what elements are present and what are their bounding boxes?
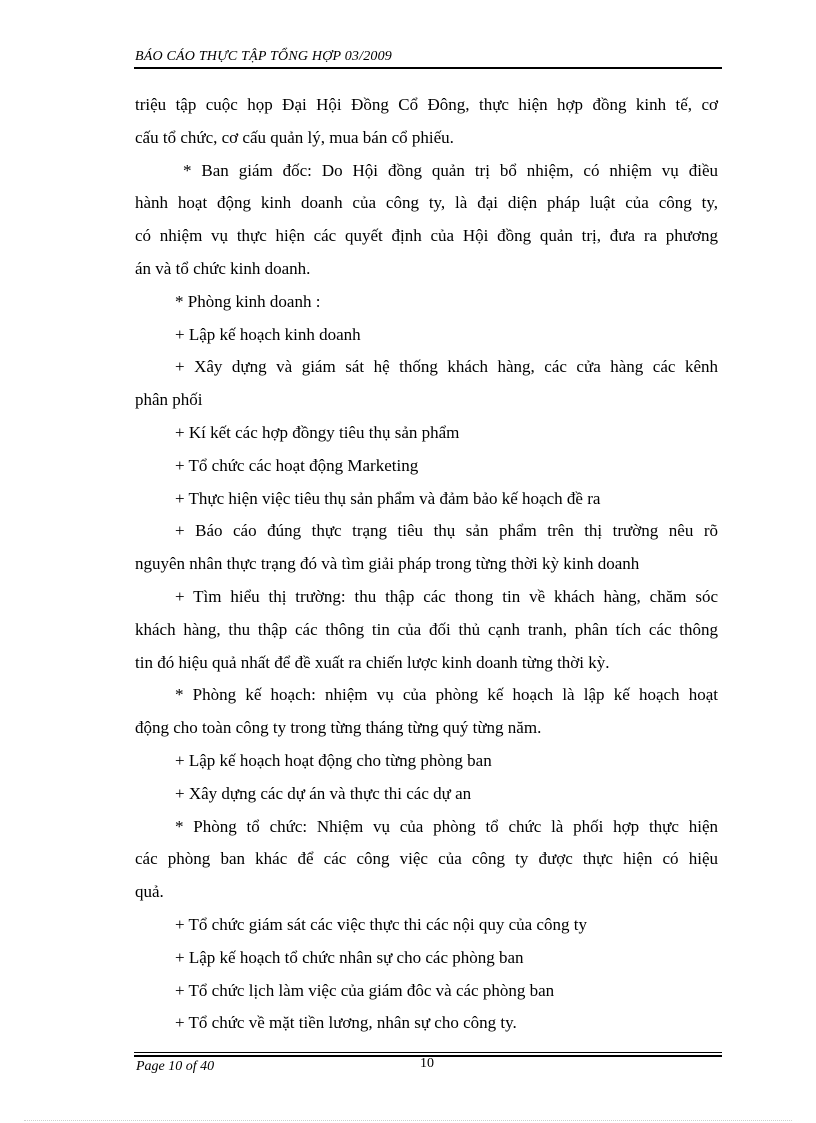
header-rule	[134, 67, 722, 69]
text-line: + Tổ chức các hoạt động Marketing	[175, 455, 419, 475]
text-line: * Ban giám đốc: Do Hội đồng quản trị bổ nhiệm, có nhiệm vụ điều	[183, 160, 718, 180]
text-line: + Tổ chức về mặt tiền lương, nhân sự cho công ty.	[175, 1013, 517, 1033]
text-line: + Lập kế hoạch kinh doanh	[175, 324, 361, 344]
running-header: BÁO CÁO THỰC TẬP TỔNG HỢP 03/2009	[135, 49, 392, 64]
footer-rule	[134, 1052, 722, 1053]
text-line: có nhiệm vụ thực hiện các quyết định của Hội đồng quản trị, đưa ra phương	[135, 226, 718, 246]
page-edge-divider	[24, 1120, 792, 1121]
text-line: + Xây dựng các dự án và thực thi các dự an	[175, 783, 472, 803]
text-line: + Báo cáo đúng thực trạng tiêu thụ sản phẩm trên thị trường nêu rõ	[175, 521, 718, 541]
text-line: + Tổ chức lịch làm việc của giám đôc và các phòng ban	[175, 980, 555, 1000]
text-line: quả.	[135, 882, 164, 902]
text-line: * Phòng kế hoạch: nhiệm vụ của phòng kế hoạch là lập kế hoạch hoạt	[175, 685, 718, 705]
text-line: tin đó hiệu quả nhất để đề xuất ra chiến lược kinh doanh từng thời kỳ.	[135, 652, 610, 672]
text-line: + Tổ chức giám sát các việc thực thi các nội quy của công ty	[175, 914, 587, 934]
text-line: các phòng ban khác để các công việc của công ty được thực hiện có hiệu	[135, 849, 718, 869]
text-line: án và tổ chức kinh doanh.	[135, 258, 311, 278]
text-line: nguyên nhân thực trạng đó và tìm giải pháp trong từng thời kỳ kinh doanh	[135, 554, 640, 574]
text-line: + Kí kết các hợp đồngy tiêu thụ sản phẩm	[175, 422, 460, 442]
text-line: + Lập kế hoạch tổ chức nhân sự cho các phòng ban	[175, 947, 524, 967]
text-line: * Phòng kinh doanh :	[175, 291, 321, 311]
footer-page-number: 10	[420, 1056, 434, 1071]
text-line: khách hàng, thu thập các thông tin của đối thủ cạnh tranh, phân tích các thông	[135, 619, 718, 639]
text-line: phân phối	[135, 390, 203, 410]
text-line: động cho toàn công ty trong từng tháng từng quý từng năm.	[135, 718, 542, 738]
text-line: hành hoạt động kinh doanh của công ty, là đại diện pháp luật của công ty,	[135, 193, 718, 213]
text-line: + Xây dựng và giám sát hệ thống khách hàng, các cửa hàng các kênh	[175, 357, 718, 377]
text-line: + Lập kế hoạch hoạt động cho từng phòng ban	[175, 750, 492, 770]
text-line: + Tìm hiểu thị trường: thu thập các thong tin về khách hàng, chăm sóc	[175, 586, 718, 606]
document-body	[135, 89, 718, 1040]
footer-page-label: Page 10 of 40	[136, 1059, 215, 1074]
text-line: cấu tổ chức, cơ cấu quản lý, mua bán cổ phiếu.	[135, 127, 454, 147]
text-line: triệu tập cuộc họp Đại Hội Đồng Cổ Đông, thực hiện hợp đồng kinh tế, cơ	[135, 95, 718, 114]
text-line: * Phòng tổ chức: Nhiệm vụ của phòng tổ chức là phối hợp thực hiện	[175, 816, 718, 836]
text-line: + Thực hiện việc tiêu thụ sản phẩm và đảm bảo kế hoạch đề ra	[175, 488, 601, 508]
